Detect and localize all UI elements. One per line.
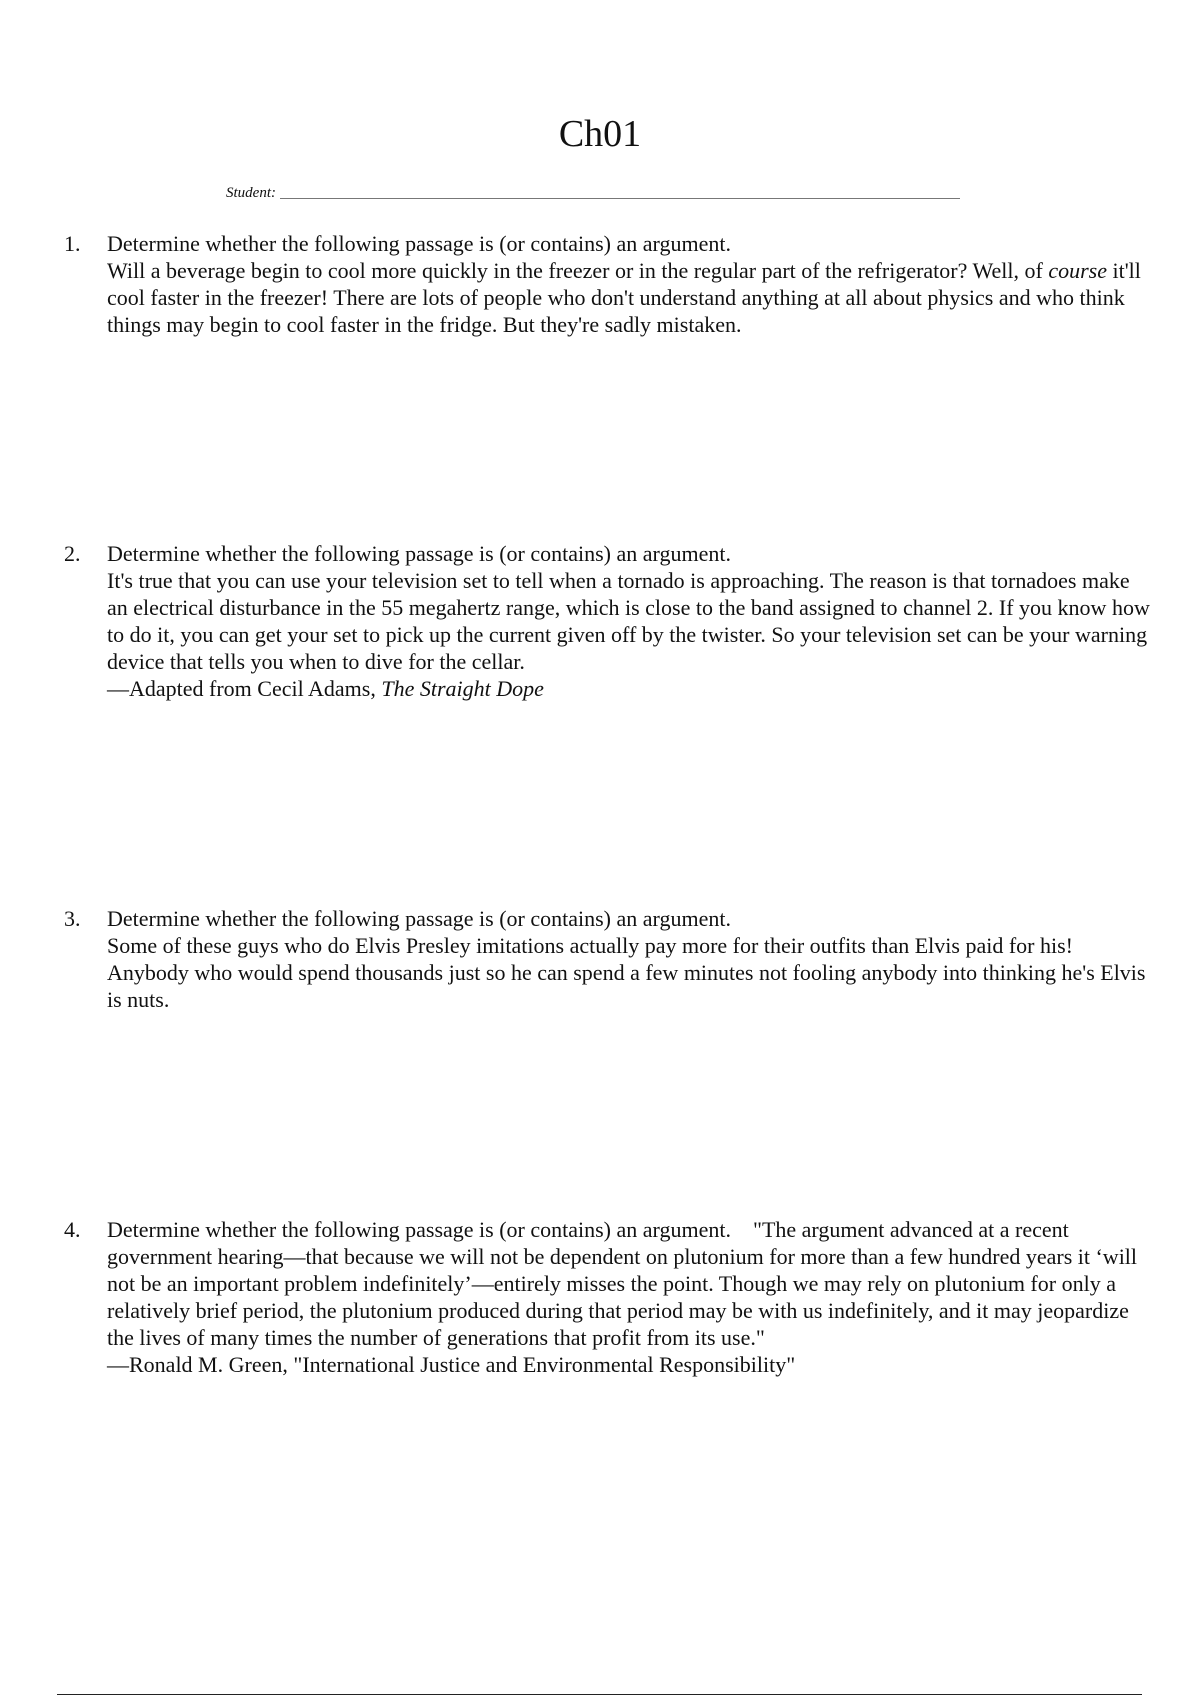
- question-prompt: Determine whether the following passage is (or contains) an argument.: [107, 906, 731, 931]
- question-3: [64, 905, 1154, 1013]
- question-2: [64, 540, 1154, 702]
- attribution-text: —Adapted from Cecil Adams,: [107, 676, 382, 701]
- question-passage-combined: [107, 1216, 1154, 1351]
- question-passage: [107, 257, 1154, 338]
- student-name-line: [280, 198, 960, 199]
- passage-text: Will a beverage begin to cool more quickly in the freezer or in the regular part of the refrigerator? Well, of: [107, 258, 1049, 283]
- student-name-row: [226, 184, 960, 202]
- page-bottom-rule: [57, 1694, 1142, 1695]
- question-prompt: Determine whether the following passage is (or contains) an argument.: [107, 1217, 731, 1242]
- question-body: [107, 540, 1154, 702]
- question-prompt: Determine whether the following passage is (or contains) an argument.: [107, 541, 731, 566]
- question-number: 2.: [64, 541, 81, 566]
- question-number: 4.: [64, 1217, 81, 1242]
- question-number: 1.: [64, 231, 81, 256]
- passage-text: it'll cool faster in the freezer! There are lots of people who don't understand anything at all about physics and who think things may begin to cool faster in the fridge. But they're sadly mistaken.: [107, 258, 1141, 337]
- student-label: Student:: [226, 185, 276, 201]
- question-prompt: Determine whether the following passage is (or contains) an argument.: [107, 231, 731, 256]
- question-passage: "The argument advanced at a recent government hearing—that because we will not be dependent on plutonium for more than a few hundred years it ‘will not be an important problem indefinitely’—entirely misses the point. Though we may rely on plutonium for only a relatively brief period, the plutonium produced during that period may be with us indefinitely, and it may jeopardize the lives of many times the number of generations that profit from its use.": [107, 1217, 1138, 1350]
- question-1: [64, 230, 1154, 338]
- question-passage: Some of these guys who do Elvis Presley imitations actually pay more for their outfits than Elvis paid for his! Anybody who would spend thousands just so he can spend a few minutes not fooling anybody into thinking he's Elvis is nuts.: [107, 933, 1146, 1012]
- page-title: Ch01: [558, 113, 642, 155]
- question-number: 3.: [64, 906, 81, 931]
- attribution-work: The Straight Dope: [381, 676, 544, 701]
- question-attribution: [107, 675, 1154, 702]
- question-body: [107, 1216, 1154, 1378]
- question-body: [107, 905, 1154, 1013]
- question-body: [107, 230, 1154, 338]
- question-passage: It's true that you can use your television set to tell when a tornado is approaching. The reason is that tornadoes make an electrical disturbance in the 55 megahertz range, which is close to the band assigned to channel 2. If you know how to do it, you can get your set to pick up the current given off by the twister. So your television set can be your warning device that tells you when to dive for the cellar.: [107, 568, 1150, 674]
- question-4: [64, 1216, 1154, 1378]
- question-attribution: —Ronald M. Green, "International Justice and Environmental Responsibility": [107, 1352, 796, 1377]
- passage-emphasis: course: [1048, 258, 1107, 283]
